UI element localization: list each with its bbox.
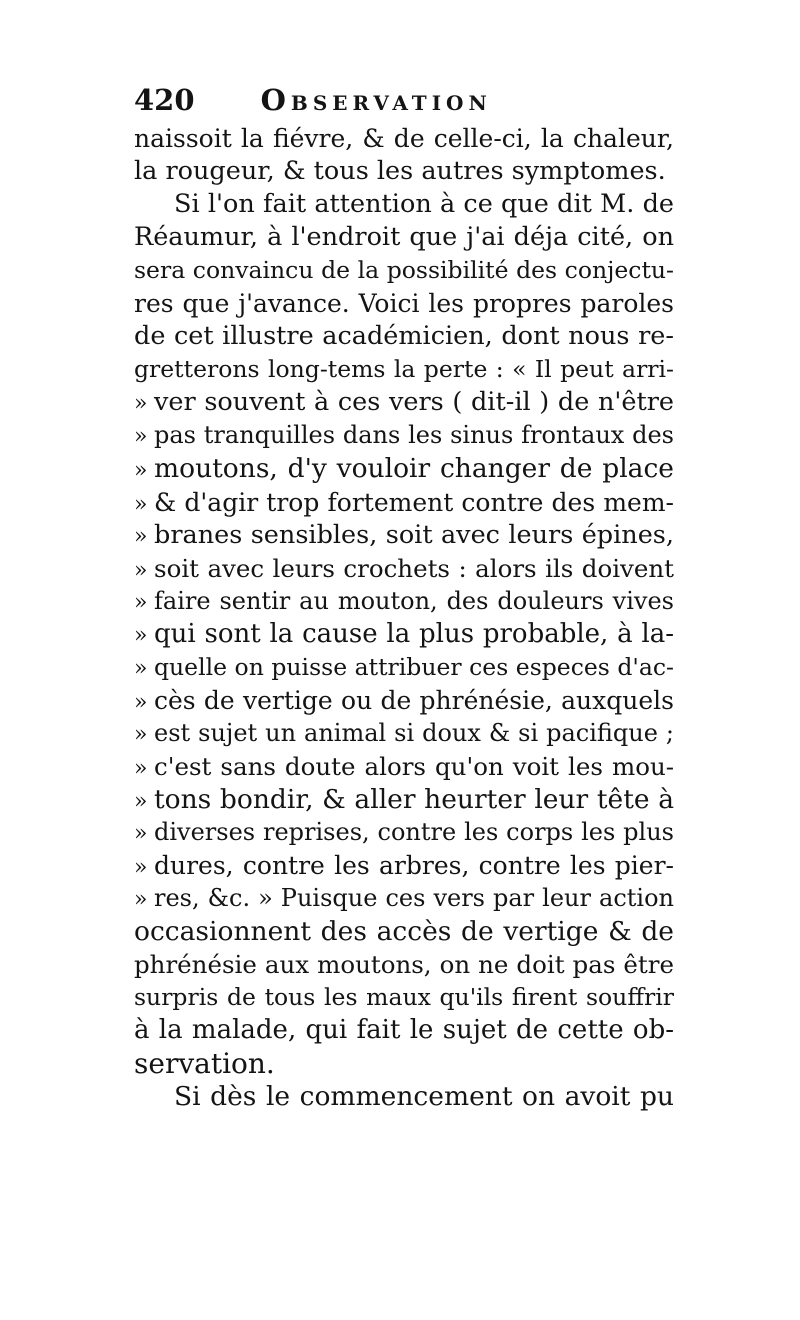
line-text: phrénésie aux moutons, on ne doit pas être: [134, 950, 674, 980]
line-text: dures, contre les arbres, contre les pier-: [154, 851, 674, 881]
line-text: c'est sans doute alors qu'on voit les mou-: [154, 751, 674, 781]
text-line: [134, 1014, 674, 1047]
text-line: [134, 320, 674, 353]
text-line: [134, 948, 674, 981]
line-text: pas tranquilles dans les sinus frontaux des: [154, 421, 674, 450]
line-text: sera convaincu de la possibilité des conjectu-: [134, 256, 674, 285]
text-line: [134, 717, 674, 750]
quote-marker: »: [134, 391, 148, 417]
text-line: [134, 618, 674, 651]
quote-marker: »: [134, 458, 148, 484]
quote-marker: »: [134, 721, 148, 747]
page-number: 420: [134, 83, 195, 117]
line-text: ver souvent à ces vers ( dit-il ) de n'être: [154, 387, 674, 418]
line-text: moutons, d'y vouloir changer de place: [154, 453, 674, 485]
text-line: [134, 486, 674, 519]
quote-marker: »: [134, 755, 148, 781]
text-line: [134, 254, 674, 287]
quote-marker: »: [134, 855, 148, 881]
line-text: naissoit la fiévre, & de celle-ci, la chaleur,: [134, 124, 674, 153]
quote-marker: »: [134, 424, 148, 450]
text-line: [134, 981, 674, 1014]
quote-marker: »: [134, 491, 148, 517]
line-text: res que j'avance. Voici les propres paroles: [134, 289, 674, 319]
line-text: occasionnent des accès de vertige & de: [134, 916, 674, 948]
text-line: [134, 585, 674, 618]
text-line: [134, 519, 674, 552]
text-line: [134, 750, 674, 783]
text-line: [134, 221, 674, 254]
text-line: [134, 849, 674, 882]
line-text: servation.: [134, 1047, 275, 1081]
line-text: soit avec leurs crochets : alors ils doivent: [154, 553, 674, 583]
line-text: à la malade, qui fait le sujet de cette ob-: [134, 1015, 674, 1046]
text-line: [134, 684, 674, 717]
text-line: [134, 287, 674, 320]
running-title: Observation: [260, 83, 492, 117]
text-line: [134, 452, 674, 485]
running-head: [134, 80, 674, 120]
quote-marker: »: [134, 557, 148, 583]
text-line: [134, 386, 674, 419]
line-text: faire sentir au mouton, des douleurs vives: [154, 586, 674, 615]
quote-marker: »: [134, 887, 148, 913]
line-text: & d'agir trop fortement contre des mem-: [154, 487, 674, 517]
line-text: qui sont la cause la plus probable, à la-: [154, 618, 674, 649]
quote-marker: »: [134, 788, 148, 814]
text-line: [134, 155, 674, 188]
text-line: [134, 1047, 674, 1080]
line-text: quelle on puisse attribuer ces especes d'ac-: [154, 652, 674, 681]
line-text: cès de vertige ou de phrénésie, auxquels: [154, 685, 674, 715]
quote-marker: »: [134, 655, 148, 681]
quote-marker: »: [134, 589, 148, 615]
text-line: [134, 882, 674, 915]
quote-marker: »: [134, 622, 148, 648]
line-text: diverses reprises, contre les corps les plus: [154, 817, 674, 846]
line-text: la rougeur, & tous les autres symptomes.: [134, 156, 666, 187]
text-line: [134, 353, 674, 386]
text-line: [134, 419, 674, 452]
line-text: Si l'on fait attention à ce que dit M. de: [174, 189, 674, 220]
text-line: [134, 816, 674, 849]
line-text: de cet illustre académicien, dont nous re-: [134, 321, 674, 352]
text-line: [134, 915, 674, 948]
quote-marker: »: [134, 820, 148, 846]
text-line: [134, 188, 674, 221]
line-text: tons bondir, & aller heurter leur tête à: [154, 783, 674, 815]
text-line: [134, 552, 674, 585]
line-text: surpris de tous les maux qu'ils firent souffrir: [134, 983, 674, 1012]
body-text: [134, 122, 674, 1132]
line-text: branes sensibles, soit avec leurs épines,: [154, 519, 674, 550]
line-text: est sujet un animal si doux & si pacifique ;: [154, 718, 674, 747]
text-line: [134, 122, 674, 155]
line-text: Si dès le commencement on avoit pu: [174, 1081, 674, 1113]
text-line: [134, 1080, 674, 1113]
text-line: [134, 783, 674, 816]
line-text: Réaumur, à l'endroit que j'ai déja cité, on: [134, 222, 674, 253]
line-text: gretterons long-tems la perte : « Il peut arri-: [134, 355, 674, 384]
line-text: res, &c. » Puisque ces vers par leur action: [154, 884, 674, 913]
quote-marker: »: [134, 689, 148, 715]
quote-marker: »: [134, 523, 148, 549]
text-line: [134, 651, 674, 684]
